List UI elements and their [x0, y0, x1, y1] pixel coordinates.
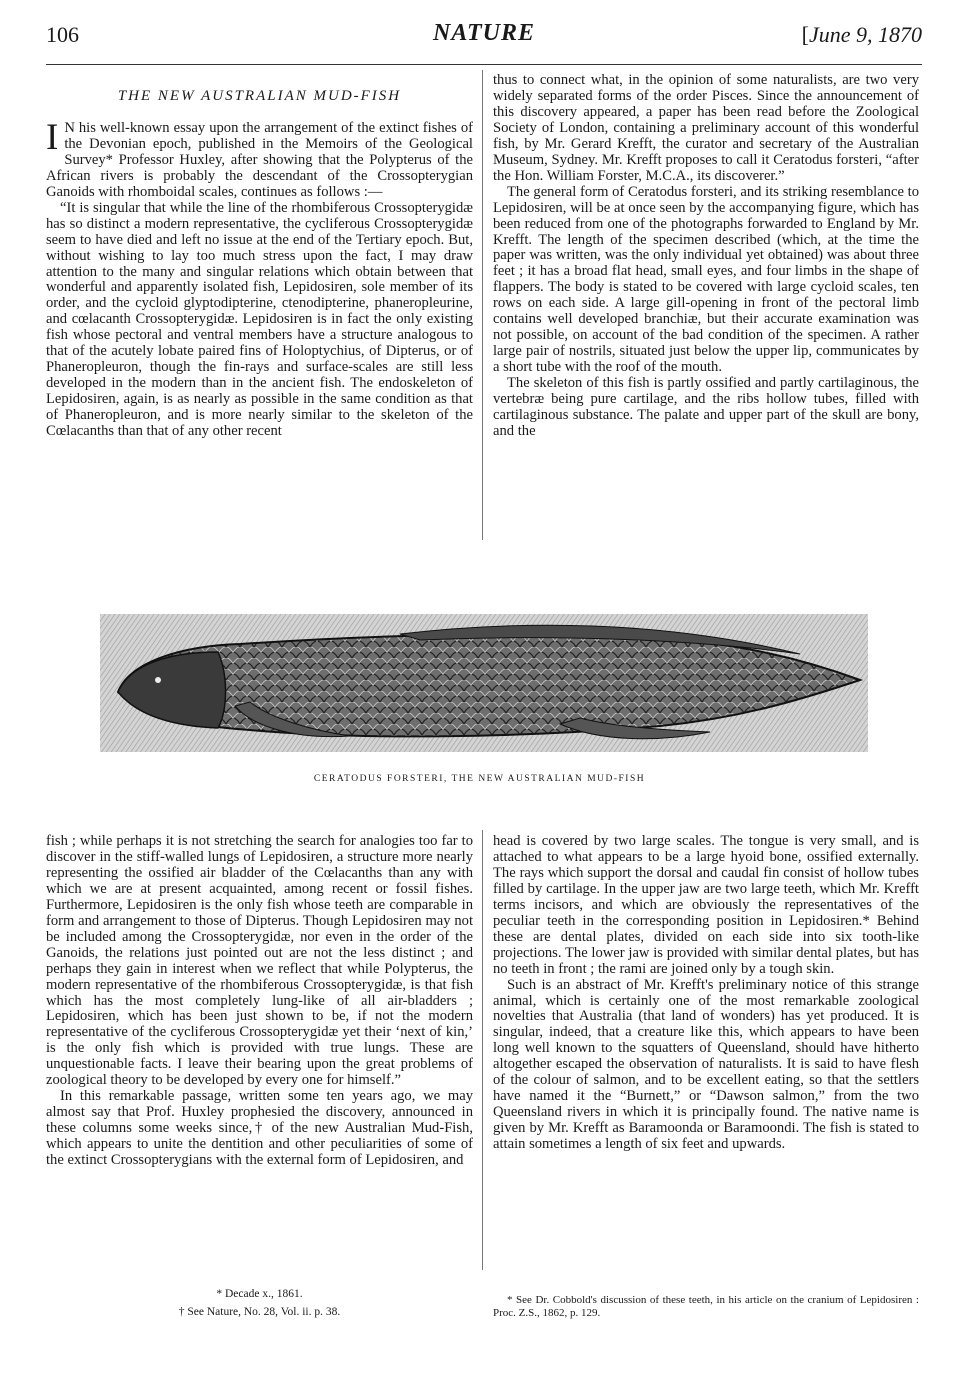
- issue-date-text: June 9, 1870: [808, 22, 922, 47]
- fish-eye: [155, 677, 161, 683]
- paragraph: fish ; while perhaps it is not stretching the search for analogies too far to discover in the stiff-walled lungs of Lepidosiren, a structure more nearly representing the ossified air bladder of the Cœlacanths than any with which we are at present acquainted, among recent or fossil fishes. Furthermore, Lepidosiren is the only fish whose teeth are comparable in form and arrangement to those of Dipterus. Though Lepidosiren may not be included among the Crossopterygidæ, nor even in the order of the Ganoids, the relations just pointed out are not the less distinct ; and perhaps they gain in interest when we reflect that while Polypterus, the modern representative of the rhombiferous Crossopterygidæ, is that fish which has the most completely lung-like of all air-bladders ; Lepidosiren, which has been just shown to be, if not the modern representative of the cycliferous Crossopterygidæ yet their ‘next of kin,’ is the only fish which is provided with true lungs. These are unquestionable facts. I leave their bearing upon the great problems of zoological theory to be developed by every one for himself.”: [46, 833, 473, 1089]
- column-bottom-right: [493, 834, 919, 1153]
- footnote-right: [493, 1294, 919, 1320]
- journal-title: NATURE: [432, 20, 536, 46]
- paragraph: [46, 116, 473, 201]
- footnote-decade: * Decade x., 1861.: [216, 1288, 303, 1300]
- paragraph: The skeleton of this fish is partly ossified and partly cartilaginous, the vertebræ being pure cartilage, and the ribs hollow tubes, filled with cartilaginous substance. The palate and upper part of the skull are bony, and the: [493, 375, 919, 439]
- issue-date: [June 9, 1870: [801, 22, 922, 47]
- column-top-right: [493, 73, 919, 440]
- page-number: 106: [46, 22, 79, 47]
- header-rule: [46, 64, 922, 65]
- column-divider-bottom: [482, 830, 483, 1270]
- paragraph-text: N his well-known essay upon the arrangement of the extinct fishes of the Devonian epoch, published in the Memoirs of the Geological Survey* Professor Huxley, after showing that the Polypterus of the African rivers is probably the descendant of the Crossopterygian Ganoids with rhomboidal scales, continues as follows :—: [46, 119, 473, 200]
- footnote-nature-ref: † See Nature, No. 28, Vol. ii. p. 38.: [178, 1306, 341, 1318]
- figure-caption: CERATODUS FORSTERI, THE NEW AUSTRALIAN MUD-FISH: [313, 774, 646, 784]
- paragraph: Such is an abstract of Mr. Krefft's preliminary notice of this strange animal, which is certainly one of the most remarkable zoological novelties that Australia (that land of wonders) has yet produced. It is singular, indeed, that a creature like this, which appears to have been long well known to the squatters of Queensland, should have hitherto altogether escaped the observation of naturalists. It is said to have flesh of the colour of salmon, and to be excellent eating, so that the settlers have named it the “Burnett,” or “Dawson salmon,” from the two Queensland rivers in which it is principally found. The native name is given by Mr. Krefft as Baramoonda or Baramoondi. The fish is stated to attain sometimes a length of six feet and upwards.: [493, 976, 919, 1153]
- drop-cap: I: [46, 116, 59, 158]
- footnote-cobbold: * See Dr. Cobbold's discussion of these teeth, in his article on the cranium of Lepidosiren : Proc. Z.S., 1862, p. 129.: [493, 1294, 919, 1319]
- paragraph: “It is singular that while the line of the rhombiferous Crossopterygidæ has so distinct a modern representative, the cycliferous Crossopterygidæ seem to have died and left no issue at the end of the Tertiary epoch. But, without wishing to lay too much stress upon the fact, I may draw attention to the many and singular relations which obtain between that wonderful and apparently isolated fish, Lepidosiren, sole member of its order, and the cycloid glyptodipterine, ctenodipterine, phaneropleurine, and cœlacanth Crossopterygidæ. Lepidosiren is in fact the only existing fish whose pectoral and ventral members have a structure analogous to that of the acutely lobate paired fins of Holoptychius, of Dipterus, or of Phaneropleuron, though the fin-rays and surface-scales are still less developed in the modern than in the ancient fish. The endoskeleton of Lepidosiren, again, is as nearly as possible in the same condition as that of Phaneropleuron, and is more nearly similar to the skeleton of the Cœlacanths than that of any other recent: [46, 199, 473, 440]
- footnotes-left: [46, 1285, 473, 1321]
- page-header: [46, 22, 922, 58]
- column-divider-top: [482, 70, 483, 540]
- paragraph: thus to connect what, in the opinion of some naturalists, are two very widely separated forms of the order Pisces. Since the announcement of this discovery appeared, a paper has been read before the Zoological Society of London, containing a preliminary account of this wonderful fish, by Mr. Gerard Krefft, the curator and secretary of the Australian Museum, Sydney. Mr. Krefft proposes to call it Ceratodus forsteri, “after the Hon. William Forster, M.C.A., its discoverer.”: [493, 72, 919, 184]
- column-bottom-left: [46, 834, 473, 1169]
- column-top-left: [46, 89, 473, 440]
- fish-illustration: [100, 614, 868, 752]
- paragraph: The general form of Ceratodus forsteri, and its striking resemblance to Lepidosiren, will be at once seen by the accompanying figure, which has been reduced from one of the photographs forwarded to England by Mr. Krefft. The length of the specimen described (which, at the time the paper was written, was the only individual yet obtained) was about three feet ; it has a broad flat head, small eyes, and four limbs in the shape of flappers. The body is stated to be covered with large cycloid scales, ten rows on each side. A large gill-opening in front of the pectoral limb contains well developed branchiæ, but their accurate examination was not possible, on account of the bad condition of the specimen. A rather large pair of nostrils, situated just below the upper lip, communicates by a short tube with the roof of the mouth.: [493, 183, 919, 376]
- paragraph: head is covered by two large scales. The tongue is very small, and is attached to what appears to be a large hyoid bone, ossified externally. The rays which support the dorsal and caudal fin consist of hollow tubes filled by cartilage. In the upper jaw are two large teeth, which Mr. Krefft terms incisors, and which are obviously the representatives of the peculiar teeth in the corresponding position in Lepidosiren.* Behind these are dental plates, divided on each side into six tooth-like projections. The lower jaw is provided with similar dental plates, but has no teeth in front ; the rami are joined only by a tough skin.: [493, 833, 919, 977]
- article-title: THE NEW AUSTRALIAN MUD-FISH: [117, 88, 402, 104]
- paragraph: In this remarkable passage, written some ten years ago, we may almost say that Prof. Huxley prophesied the discovery, announced in these columns some weeks since,† of the new Australian Mud-Fish, which appears to unite the dentition and other peculiarities of some of the extinct Crossopterygians with the external form of Lepidosiren, and: [46, 1088, 473, 1169]
